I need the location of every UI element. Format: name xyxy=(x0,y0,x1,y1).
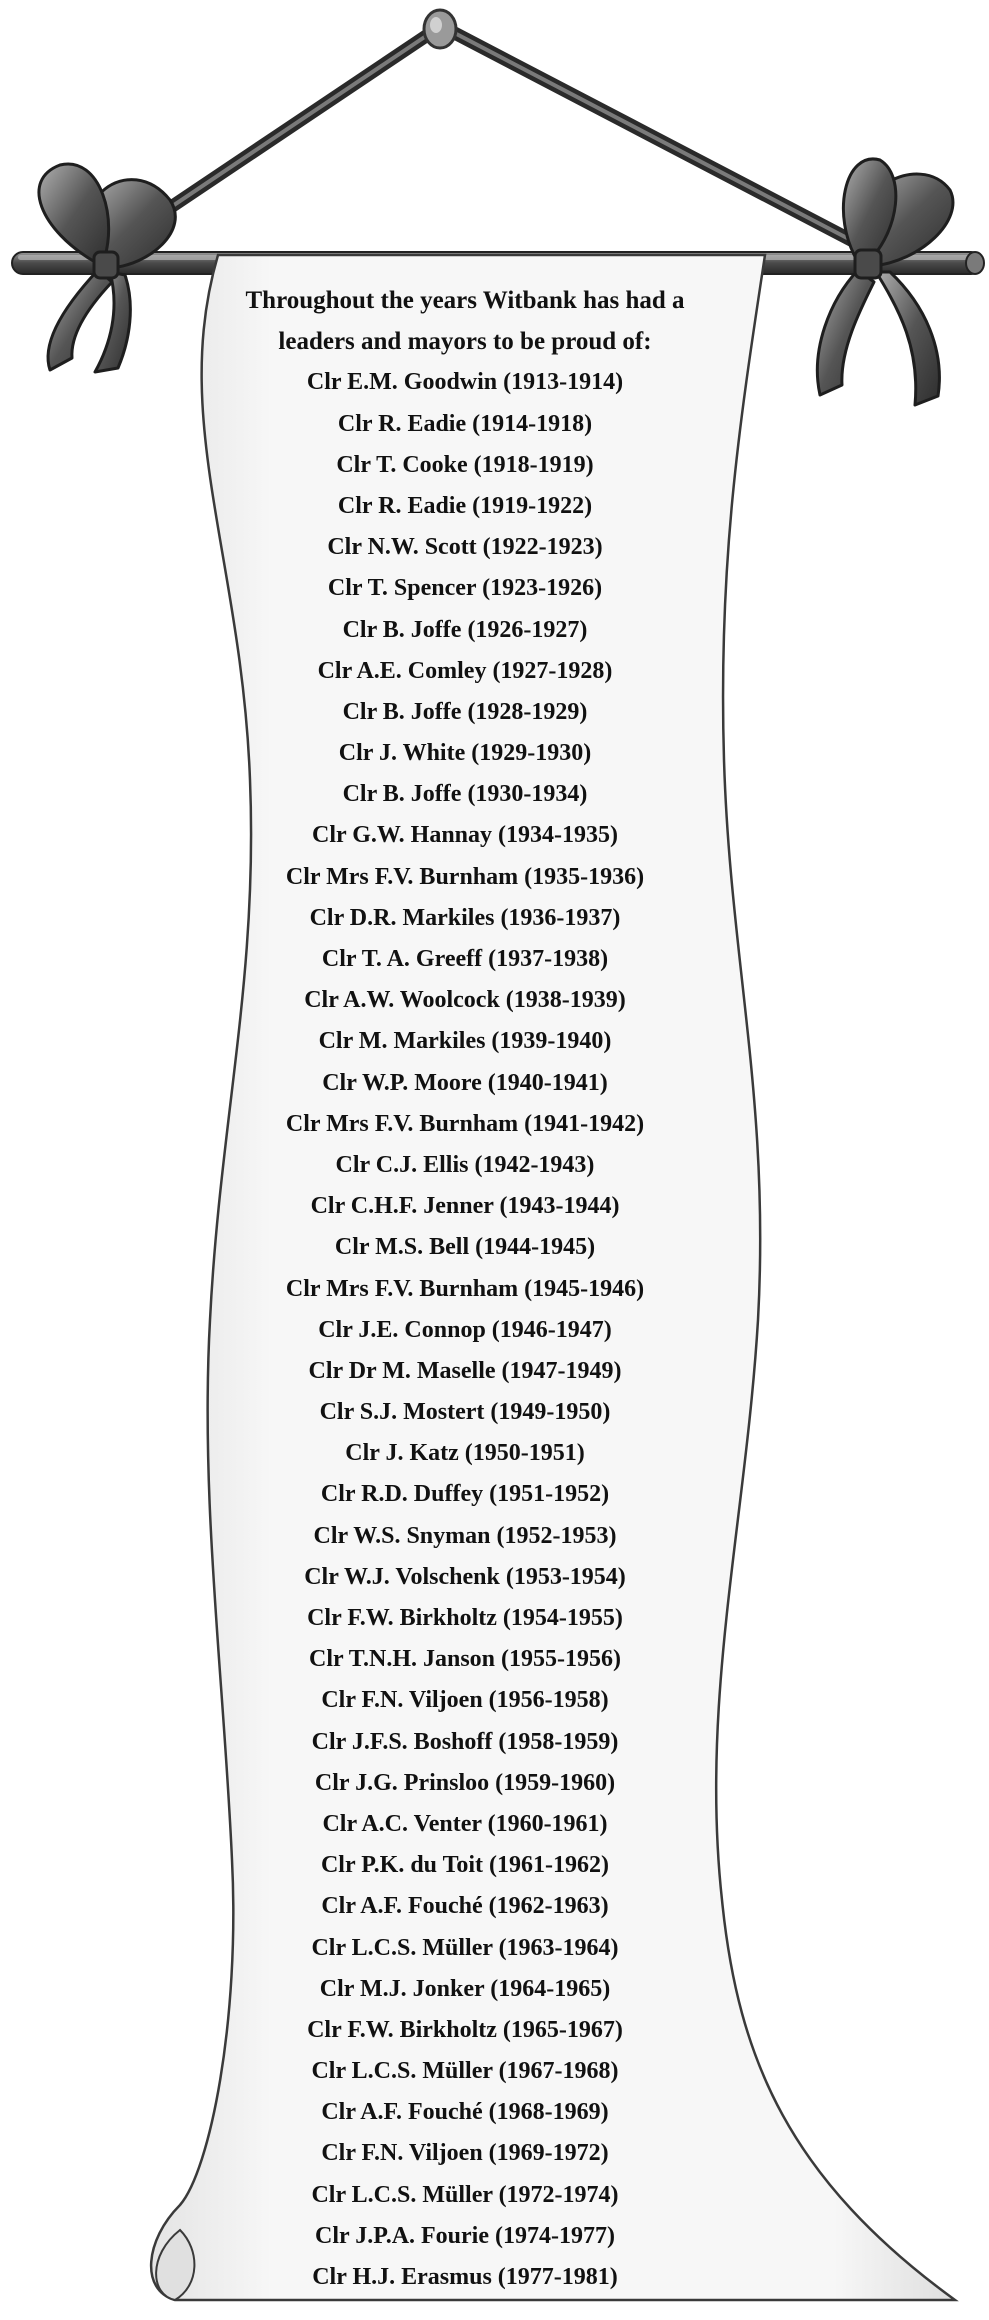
list-item: Clr M.S. Bell (1944-1945) xyxy=(334,1234,596,1261)
list-item: Clr G.W. Hannay (1934-1935) xyxy=(311,822,619,849)
list-item: Clr W.P. Moore (1940-1941) xyxy=(322,1069,608,1096)
list-item: Clr F.N. Viljoen (1956-1958) xyxy=(321,1687,609,1714)
list-item: Clr A.C. Venter (1960-1961) xyxy=(322,1810,608,1837)
list-item: Clr R. Eadie (1914-1918) xyxy=(337,410,593,437)
list-item: Clr B. Joffe (1930-1934) xyxy=(342,781,588,808)
list-item: Clr W.J. Volschenk (1953-1954) xyxy=(304,1563,626,1590)
list-item: Clr M.J. Jonker (1964-1965) xyxy=(319,1975,611,2002)
intro-line-2: leaders and mayors to be proud of: xyxy=(278,328,652,356)
list-item: Clr A.W. Woolcock (1938-1939) xyxy=(304,987,626,1014)
list-item: Clr E.M. Goodwin (1913-1914) xyxy=(306,369,624,396)
hanging-nail-icon xyxy=(424,10,456,48)
list-item: Clr B. Joffe (1926-1927) xyxy=(342,616,588,643)
list-item: Clr F.W. Birkholtz (1954-1955) xyxy=(307,1605,623,1631)
list-item: Clr A.F. Fouché (1962-1963) xyxy=(321,1893,609,1920)
list-item: Clr Mrs F.V. Burnham (1935-1936) xyxy=(285,863,645,890)
list-item: Clr J.G. Prinsloo (1959-1960) xyxy=(314,1769,616,1796)
list-item: Clr M. Markiles (1939-1940) xyxy=(318,1028,612,1055)
list-item: Clr T. Spencer (1923-1926) xyxy=(327,575,603,602)
list-item: Clr C.H.F. Jenner (1943-1944) xyxy=(310,1193,620,1220)
list-item: Clr Mrs F.V. Burnham (1945-1946) xyxy=(285,1275,645,1302)
list-item: Clr R. Eadie (1919-1922) xyxy=(337,492,593,519)
mayor-list-panel xyxy=(185,280,745,2298)
list-item: Clr L.C.S. Müller (1967-1968) xyxy=(311,2058,619,2085)
list-item: Clr H.J. Erasmus (1977-1981) xyxy=(312,2264,618,2290)
list-item: Clr J. Katz (1950-1951) xyxy=(345,1440,585,1467)
list-item: Clr T. A. Greeff (1937-1938) xyxy=(321,946,609,972)
intro-line-1: Throughout the years Witbank has had a xyxy=(245,287,685,314)
list-item: Clr T.N.H. Janson (1955-1956) xyxy=(308,1646,622,1673)
list-item: Clr F.W. Birkholtz (1965-1967) xyxy=(307,2016,623,2043)
list-item: Clr C.J. Ellis (1942-1943) xyxy=(335,1151,595,1178)
list-item: Clr J.E. Connop (1946-1947) xyxy=(318,1316,612,1343)
hanging-cord xyxy=(95,28,870,258)
ribbon-bow-right-icon xyxy=(817,159,953,405)
list-item: Clr P.K. du Toit (1961-1962) xyxy=(320,1852,610,1879)
mayor-list xyxy=(185,362,745,2298)
list-item: Clr D.R. Markiles (1936-1937) xyxy=(309,904,621,931)
list-item: Clr T. Cooke (1918-1919) xyxy=(336,451,594,478)
list-item: Clr Mrs F.V. Burnham (1941-1942) xyxy=(285,1110,645,1137)
list-item: Clr N.W. Scott (1922-1923) xyxy=(327,534,603,561)
list-item: Clr L.C.S. Müller (1972-1974) xyxy=(311,2181,619,2208)
list-item: Clr W.S. Snyman (1952-1953) xyxy=(313,1522,617,1549)
list-item: Clr L.C.S. Müller (1963-1964) xyxy=(311,1934,619,1961)
list-item: Clr S.J. Mostert (1949-1950) xyxy=(319,1399,611,1426)
list-item: Clr J. White (1929-1930) xyxy=(338,740,592,767)
list-item: Clr A.F. Fouché (1968-1969) xyxy=(321,2099,609,2126)
list-item: Clr A.E. Comley (1927-1928) xyxy=(317,657,613,684)
list-item: Clr Dr M. Maselle (1947-1949) xyxy=(308,1357,622,1384)
list-item: Clr F.N. Viljoen (1969-1972) xyxy=(321,2140,609,2167)
list-item: Clr R.D. Duffey (1951-1952) xyxy=(320,1481,610,1508)
list-item: Clr B. Joffe (1928-1929) xyxy=(342,698,588,725)
list-item: Clr J.F.S. Boshoff (1958-1959) xyxy=(311,1728,619,1755)
list-item: Clr J.P.A. Fourie (1974-1977) xyxy=(315,2222,615,2249)
